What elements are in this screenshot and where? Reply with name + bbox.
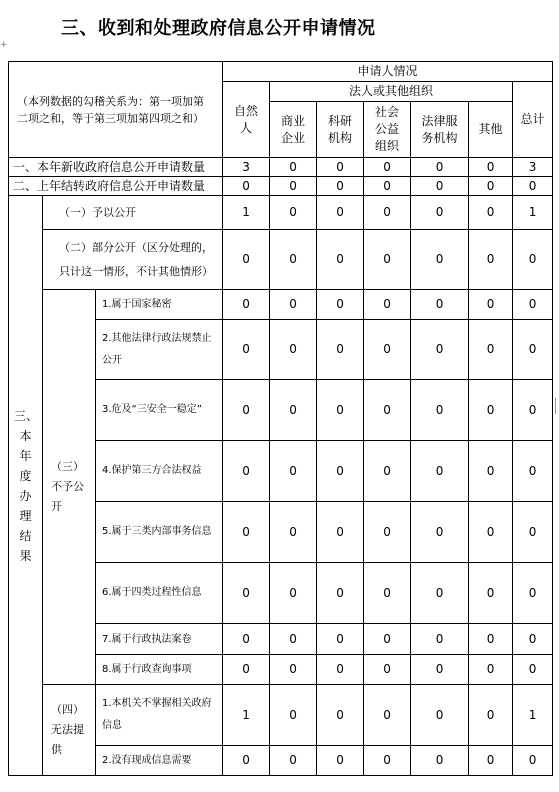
row-label: 2.其他法律行政法规禁止公开 [96, 320, 223, 380]
col-business: 商业企业 [270, 102, 317, 158]
cell: 0 [411, 290, 469, 320]
cell: 0 [411, 158, 469, 177]
cell: 0 [317, 290, 364, 320]
cell: 0 [270, 624, 317, 655]
cell: 0 [364, 624, 411, 655]
row-label: （一）予以公开 [43, 196, 223, 230]
cell: 0 [469, 290, 513, 320]
row-label: 4.保护第三方合法权益 [96, 441, 223, 502]
cell: 0 [411, 502, 469, 563]
cell: 0 [513, 441, 553, 502]
legal-entity-header: 法人或其他组织 [270, 82, 513, 102]
cell: 0 [270, 655, 317, 685]
section-3-label: 三、本年度办理结果 [9, 196, 43, 776]
cell: 1 [223, 196, 270, 230]
cell: 0 [513, 563, 553, 624]
row-label: 3.危及“三安全一稳定” [96, 380, 223, 441]
cell: 0 [270, 502, 317, 563]
cell: 0 [513, 502, 553, 563]
cell: 0 [469, 196, 513, 230]
row-label: 7.属于行政执法案卷 [96, 624, 223, 655]
row-label: 二、上年结转政府信息公开申请数量 [9, 177, 223, 196]
cell: 0 [469, 177, 513, 196]
cell: 0 [317, 746, 364, 776]
table-row [9, 196, 553, 230]
cell: 0 [513, 320, 553, 380]
col-legal-service: 法律服务机构 [411, 102, 469, 158]
cell: 0 [469, 563, 513, 624]
cell: 0 [317, 230, 364, 290]
col-other: 其他 [469, 102, 513, 158]
table-row [9, 158, 553, 177]
cell: 0 [469, 746, 513, 776]
cell: 0 [270, 746, 317, 776]
cell: 0 [317, 380, 364, 441]
cell: 0 [223, 177, 270, 196]
cell: 1 [513, 685, 553, 746]
cell: 0 [364, 441, 411, 502]
natural-person-header: 自然人 [223, 82, 270, 158]
cell: 0 [364, 320, 411, 380]
cell: 0 [317, 624, 364, 655]
cell: 3 [223, 158, 270, 177]
cell: 0 [469, 655, 513, 685]
cell: 0 [317, 196, 364, 230]
row-label: 5.属于三类内部事务信息 [96, 502, 223, 563]
cell: 0 [364, 655, 411, 685]
cell: 0 [469, 441, 513, 502]
cell: 0 [513, 230, 553, 290]
cell: 0 [469, 320, 513, 380]
cell: 0 [411, 563, 469, 624]
cell: 0 [317, 441, 364, 502]
cell: 0 [317, 158, 364, 177]
cell: 0 [411, 655, 469, 685]
page-edge-marker [555, 398, 559, 414]
cell: 0 [364, 290, 411, 320]
cell: 0 [270, 563, 317, 624]
cell: 0 [270, 196, 317, 230]
cell: 0 [270, 290, 317, 320]
row-label: （二）部分公开（区分处理的，只计这一情形，不计其他情形） [43, 230, 223, 290]
corner-note: （本列数据的勾稽关系为：第一项加第二项之和，等于第三项加第四项之和） [9, 62, 223, 158]
cell: 0 [223, 746, 270, 776]
row-label: 2.没有现成信息需要 [96, 746, 223, 776]
cell: 0 [270, 230, 317, 290]
cell: 0 [513, 380, 553, 441]
col-public-welfare: 社会公益组织 [364, 102, 411, 158]
cell: 0 [223, 441, 270, 502]
cell: 3 [513, 158, 553, 177]
cell: 0 [411, 230, 469, 290]
cell: 0 [469, 685, 513, 746]
table-row [9, 230, 553, 290]
cell: 0 [317, 563, 364, 624]
row-label: 6.属于四类过程性信息 [96, 563, 223, 624]
cell: 0 [469, 624, 513, 655]
cell: 0 [411, 685, 469, 746]
cell: 0 [317, 655, 364, 685]
col-research: 科研机构 [317, 102, 364, 158]
cell: 0 [270, 685, 317, 746]
cell: 0 [270, 320, 317, 380]
cell: 0 [469, 502, 513, 563]
cell: 0 [364, 177, 411, 196]
cell: 0 [223, 655, 270, 685]
cell: 0 [364, 685, 411, 746]
cell: 1 [223, 685, 270, 746]
cell: 0 [223, 290, 270, 320]
cell: 0 [411, 624, 469, 655]
cell: 0 [223, 320, 270, 380]
cell: 0 [469, 380, 513, 441]
table-row [9, 177, 553, 196]
cell: 0 [364, 502, 411, 563]
cell: 0 [411, 746, 469, 776]
cell: 0 [411, 320, 469, 380]
section-title: 三、收到和处理政府信息公开申请情况 [61, 18, 376, 39]
cell: 0 [513, 624, 553, 655]
table-row [9, 685, 553, 746]
cell: 0 [364, 563, 411, 624]
row-label: 8.属于行政查询事项 [96, 655, 223, 685]
cell: 0 [270, 177, 317, 196]
cell: 0 [411, 196, 469, 230]
row-label: 一、本年新收政府信息公开申请数量 [9, 158, 223, 177]
cell: 0 [411, 380, 469, 441]
cell: 0 [364, 380, 411, 441]
cell: 0 [223, 624, 270, 655]
cell: 0 [364, 196, 411, 230]
total-header: 总计 [513, 82, 553, 158]
cell: 0 [270, 158, 317, 177]
cell: 0 [364, 158, 411, 177]
row-marker-icon: + [0, 40, 8, 50]
application-stats-table [8, 61, 553, 776]
cell: 0 [223, 230, 270, 290]
cell: 0 [270, 380, 317, 441]
group-4-label: （四）无法提供 [43, 685, 96, 776]
row-label: 1.属于国家秘密 [96, 290, 223, 320]
cell: 0 [223, 502, 270, 563]
table-row [9, 290, 553, 320]
cell: 0 [364, 746, 411, 776]
cell: 0 [317, 502, 364, 563]
cell: 0 [317, 685, 364, 746]
cell: 0 [513, 177, 553, 196]
cell: 1 [513, 196, 553, 230]
cell: 0 [317, 177, 364, 196]
row-label: 1.本机关不掌握相关政府信息 [96, 685, 223, 746]
cell: 0 [223, 563, 270, 624]
cell: 0 [270, 441, 317, 502]
cell: 0 [223, 380, 270, 441]
cell: 0 [364, 230, 411, 290]
cell: 0 [411, 177, 469, 196]
cell: 0 [411, 441, 469, 502]
cell: 0 [513, 746, 553, 776]
cell: 0 [513, 290, 553, 320]
group-3-label: （三）不予公开 [43, 290, 96, 685]
cell: 0 [317, 320, 364, 380]
applicant-header: 申请人情况 [223, 62, 553, 82]
cell: 0 [469, 230, 513, 290]
cell: 0 [469, 158, 513, 177]
cell: 0 [513, 655, 553, 685]
